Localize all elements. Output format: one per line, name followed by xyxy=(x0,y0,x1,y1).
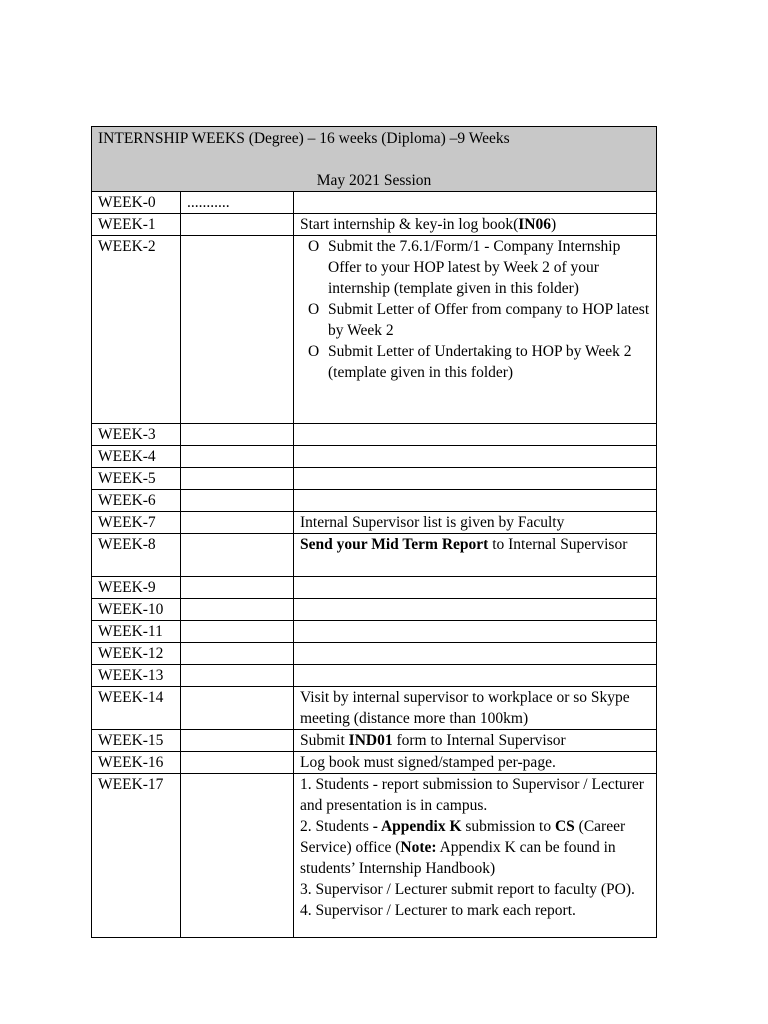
week-mid-cell xyxy=(181,424,294,446)
week-task-cell xyxy=(294,665,657,687)
task-text-bold: IND01 xyxy=(348,732,393,749)
week-task-cell: Log book must signed/stamped per-page. xyxy=(294,752,657,774)
week-task-cell: Visit by internal supervisor to workplace or so Skype meeting (distance more than 100km) xyxy=(294,687,657,730)
week-task-cell xyxy=(294,236,657,424)
week-mid-cell xyxy=(181,534,294,577)
bullet-icon: O xyxy=(308,301,320,318)
bullet-icon: O xyxy=(308,343,320,360)
week-label: WEEK-17 xyxy=(92,774,181,938)
week-mid-cell xyxy=(181,468,294,490)
week-task-cell xyxy=(294,192,657,214)
week-label: WEEK-15 xyxy=(92,730,181,752)
task-text-bold: Note: xyxy=(400,839,437,856)
header-title: INTERNSHIP WEEKS (Degree) – 16 weeks (Diploma) –9 Weeks xyxy=(98,130,510,147)
week-mid-cell xyxy=(181,577,294,599)
week-label: WEEK-14 xyxy=(92,687,181,730)
task-text: to Internal Supervisor xyxy=(488,536,628,553)
week-label: WEEK-0 xyxy=(92,192,181,214)
table-row xyxy=(92,599,657,621)
week-label: WEEK-8 xyxy=(92,534,181,577)
table-row xyxy=(92,534,657,577)
table-row xyxy=(92,192,657,214)
week-task-cell xyxy=(294,534,657,577)
week-mid-cell xyxy=(181,774,294,938)
week-mid-cell xyxy=(181,214,294,236)
table-row xyxy=(92,236,657,424)
table-header-cell xyxy=(92,127,657,192)
week-mid-cell xyxy=(181,643,294,665)
week-label: WEEK-4 xyxy=(92,446,181,468)
table-row xyxy=(92,490,657,512)
bullet-icon: O xyxy=(308,238,320,255)
task-text: ) xyxy=(551,216,557,233)
task-text-bold: - Appendix K xyxy=(372,818,462,835)
week-mid-cell xyxy=(181,446,294,468)
task-text-bold: IN06 xyxy=(518,216,551,233)
task-text: Appendix K can be found in students’ Internship Handbook) xyxy=(300,839,616,877)
week-mid-cell xyxy=(181,236,294,424)
week-label: WEEK-10 xyxy=(92,599,181,621)
task-bullet-list xyxy=(300,236,650,383)
week-label: WEEK-7 xyxy=(92,512,181,534)
table-row xyxy=(92,424,657,446)
week-task-cell xyxy=(294,468,657,490)
table-row xyxy=(92,621,657,643)
table-row xyxy=(92,468,657,490)
week-task-cell xyxy=(294,577,657,599)
week-mid-cell xyxy=(181,730,294,752)
week-mid-cell xyxy=(181,665,294,687)
week-task-cell xyxy=(294,774,657,938)
week-task-cell xyxy=(294,424,657,446)
week-label: WEEK-12 xyxy=(92,643,181,665)
week-label: WEEK-13 xyxy=(92,665,181,687)
table-row xyxy=(92,643,657,665)
week-task-cell xyxy=(294,599,657,621)
table-row xyxy=(92,730,657,752)
table-header-row xyxy=(92,127,657,192)
task-line xyxy=(300,816,650,879)
task-line: 1. Students - report submission to Supervisor / Lecturer and presentation is in campus. xyxy=(300,776,644,814)
week-mid-cell xyxy=(181,599,294,621)
table-row xyxy=(92,687,657,730)
week-task-cell xyxy=(294,621,657,643)
week-label: WEEK-11 xyxy=(92,621,181,643)
internship-schedule-table xyxy=(91,126,657,938)
task-text: Start internship & key-in log book( xyxy=(300,216,519,233)
list-item xyxy=(308,236,650,299)
table-row xyxy=(92,774,657,938)
week-task-cell xyxy=(294,730,657,752)
task-text: Submit the 7.6.1/Form/1 - Company Internship Offer to your HOP latest by Week 2 of your internship (template given in this folder) xyxy=(328,238,621,297)
task-text: submission to xyxy=(461,818,555,835)
task-text-bold: CS xyxy=(554,818,575,835)
week-task-cell xyxy=(294,490,657,512)
table-row xyxy=(92,512,657,534)
task-line: 4. Supervisor / Lecturer to mark each report. xyxy=(300,902,576,919)
week-task-cell xyxy=(294,214,657,236)
task-text: 2. Students xyxy=(300,818,373,835)
week-mid-cell xyxy=(181,621,294,643)
task-text: Submit Letter of Offer from company to HOP latest by Week 2 xyxy=(328,301,650,339)
task-line: 3. Supervisor / Lecturer submit report to faculty (PO). xyxy=(300,881,635,898)
week-label: WEEK-16 xyxy=(92,752,181,774)
task-text: (Career Service) office ( xyxy=(300,818,626,856)
week-task-cell xyxy=(294,643,657,665)
week-task-cell xyxy=(294,446,657,468)
task-text-bold: Send your Mid Term Report xyxy=(300,536,489,553)
table-row xyxy=(92,752,657,774)
week-label: WEEK-9 xyxy=(92,577,181,599)
table-row xyxy=(92,446,657,468)
week-label: WEEK-6 xyxy=(92,490,181,512)
week-mid-cell xyxy=(181,687,294,730)
week-task-cell: Internal Supervisor list is given by Faculty xyxy=(294,512,657,534)
week-mid-cell: ........... xyxy=(181,192,294,214)
week-label: WEEK-5 xyxy=(92,468,181,490)
week-label: WEEK-1 xyxy=(92,214,181,236)
table-row xyxy=(92,577,657,599)
week-label: WEEK-3 xyxy=(92,424,181,446)
task-text: Submit Letter of Undertaking to HOP by Week 2 (template given in this folder) xyxy=(328,343,632,381)
week-label: WEEK-2 xyxy=(92,236,181,424)
week-mid-cell xyxy=(181,490,294,512)
week-mid-cell xyxy=(181,512,294,534)
table-row xyxy=(92,214,657,236)
list-item xyxy=(308,341,650,383)
week-mid-cell xyxy=(181,752,294,774)
table-row xyxy=(92,665,657,687)
task-text: form to Internal Supervisor xyxy=(392,732,566,749)
list-item xyxy=(308,299,650,341)
task-text: Submit xyxy=(300,732,349,749)
header-session: May 2021 Session xyxy=(316,172,432,189)
